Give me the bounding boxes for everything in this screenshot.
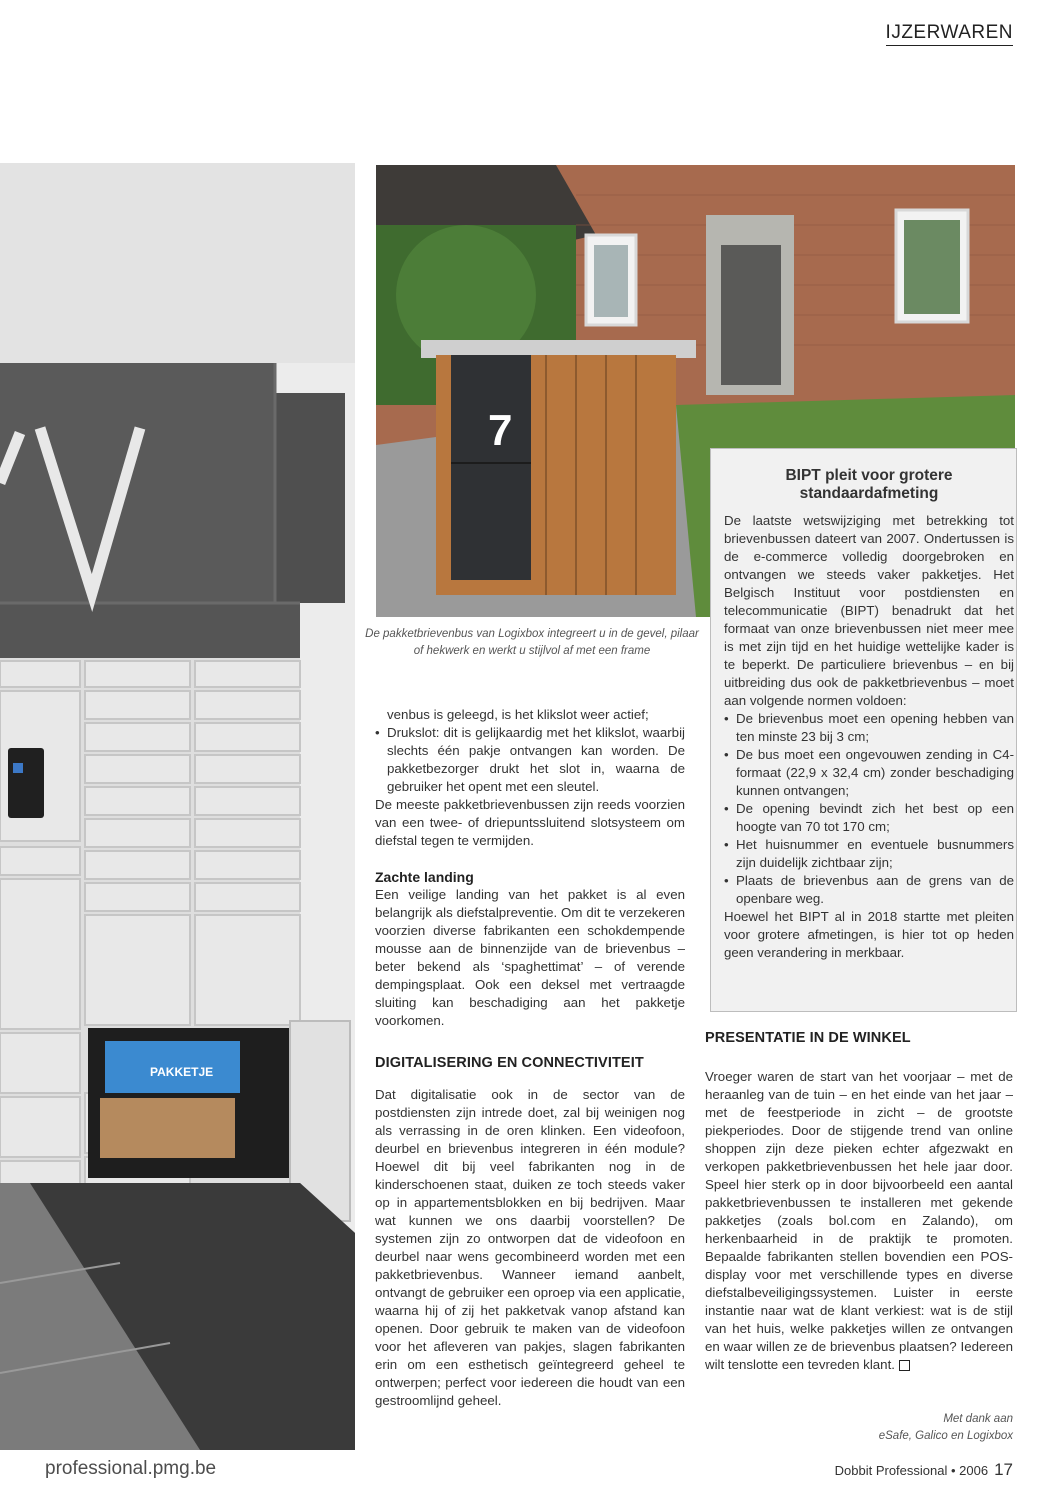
section-label: IJZERWAREN (886, 22, 1013, 46)
sidebar-box-bipt (710, 448, 1017, 1012)
magazine-name: Dobbit Professional • 2006 (834, 1463, 989, 1478)
list-item: • Het huisnummer en eventuele busnummers zijn duidelijk zichtbaar zijn; (724, 837, 1014, 870)
paragraph: Vroeger waren de start van het voorjaar – met de heraanleg van de tuin – en het einde van het jaar – met de feestperiode in zicht – de grootste piekperiodes. Door de stijgende trend van online shoppen zijn deze pieken echter afgezwakt en verkopen pakketbrievenbussen het hele jaar door. Speel hier sterk op in door bijvoorbeeld een aantal pakketbrievenbussen te installeren met gekende pakketjes (zoals bol.com en Zalando), om herkenbaarheid in de praktijk te promoten. Bepaalde fabrikanten stellen bovendien een POS-display voor met verschillende types en diverse diefstalbeveiligingssystemen. Luister in eerste instantie naar wat de klant verkiest: wat is de stijl van het huis, welke pakketjes willen ze ontvangen en waar willen ze de brievenbus plaatsen? Iedereen wilt tenslotte een tevreden klant. (705, 1069, 1013, 1372)
norms-list (724, 710, 1014, 908)
list-item: • De bus moet een ongevouwen zending in C4-formaat (22,9 x 32,4 cm) zonder beschadiging kunnen ontvangen; (724, 747, 1014, 798)
list-item: • De brievenbus moet een opening hebben van ten minste 23 bij 3 cm; (724, 711, 1014, 744)
sidebar-intro: De laatste wetswijziging met betrekking tot brievenbussen dateert van 2007. Ondertussen is de e-commerce volledig doorgebroken en ontvangen we steeds vaker pakketjes. Het Belgisch Instituut voor postdiensten en telecommunicatie (BIPT) benadrukt dat het formaat van onze brievenbussen niet meer mee is met zijn tijd en het huidige wettelijke kader is te beperkt. De particuliere brievenbus – en bij uitbreiding dus ook de pakketbrievenbus – moet aan volgende normen voldoen: (724, 513, 1014, 708)
list-item: • Drukslot: dit is gelijkaardig met het klikslot, waarbij slechts één pakje ontvangen kan worden. De pakketbezorger drukt het slot in, waarna de gebruiker het opent met een sleutel. (375, 725, 685, 794)
thanks-line: eSafe, Galico en Logixbox (878, 1430, 1013, 1442)
paragraph: Een veilige landing van het pakket is al even belangrijk als diefstalpreventie. Om dit te verzekeren voorzien diverse fabrikanten een schokdempende mousse aan de binnenzijde van de brievenbus – beter bekend als ‘spaghettimat’ – of verende dempingsplaat. Ook een deksel met vertraagde sluiting kan beschadiging aan het pakketje voorkomen. (375, 887, 685, 1028)
heading-presentatie: PRESENTATIE IN DE WINKEL (705, 1030, 911, 1046)
page-number: 17 (994, 1460, 1013, 1479)
list-item: • Plaats de brievenbus aan de grens van de openbare weg. (724, 873, 1014, 906)
article-column-right (705, 1068, 1013, 1374)
paragraph: Dat digitalisatie ook in de sector van de postdiensten zijn intrede doet, zal bij weinigen nog als verrassing in de oren klinken. Een videofoon, deurbel en brievenbus integreren in één module? Hoewel dit bij veel fabrikanten nog in de kinderschoenen staat, duiken ze toch steeds vaker op in appartementsblokken en bij bedrijven. Maar wat kunnen we ons daarbij voorstellen? De systemen zijn zo ontworpen dat de videofoon en deurbel naar wens gecombineerd worden met een pakketbrievenbus. Wanneer iemand aanbelt, ontvangt de gebruiker een oproep via een applicatie, waarna hij of zij het pakketvak vanop afstand kan openen. Door gebruik te maken van de videofoon voor het afleveren van pakjes, slagen fabrikanten erin om een esthetisch geïntegreerd geheel te ontwerpen; perfect voor iedereen die houdt van een gestroomlijnd geheel. (375, 1087, 685, 1408)
article-column-middle (375, 706, 685, 1410)
bullet-continuation: venbus is geleegd, is het klikslot weer actief; (387, 707, 649, 722)
parcel-label: PAKKETJE (150, 1065, 214, 1079)
photo-caption: De pakketbrievenbus van Logixbox integreert u in de gevel, pilaar of hekwerk en werkt u stijlvol af met een frame (365, 628, 699, 657)
end-mark-icon (899, 1360, 910, 1371)
heading-digitalisering: DIGITALISERING EN CONNECTIVITEIT (375, 1055, 644, 1071)
lock-types-list (375, 724, 685, 796)
subheading-zachte-landing: Zachte landing (375, 869, 474, 885)
acknowledgements (879, 1411, 1013, 1445)
sidebar-outro: Hoewel het BIPT al in 2018 startte met pleiten voor grotere afmetingen, is hier tot op heden geen verandering in merkbaar. (724, 909, 1014, 960)
sidebar-title: BIPT pleit voor grotere standaardafmeting (785, 467, 953, 502)
footer-url[interactable]: professional.pmg.be (45, 1458, 217, 1479)
paragraph: De meeste pakketbrievenbussen zijn reeds voorzien van een twee- of driepuntssluitend slotsysteem om diefstal tegen te vermijden. (375, 797, 685, 848)
footer-info (835, 1460, 1013, 1480)
house-number: 7 (488, 406, 513, 455)
thanks-line: Met dank aan (943, 1413, 1013, 1425)
list-item: • De opening bevindt zich het best op een hoogte van 70 tot 170 cm; (724, 801, 1014, 834)
photo-parcel-lockers (0, 163, 355, 1450)
